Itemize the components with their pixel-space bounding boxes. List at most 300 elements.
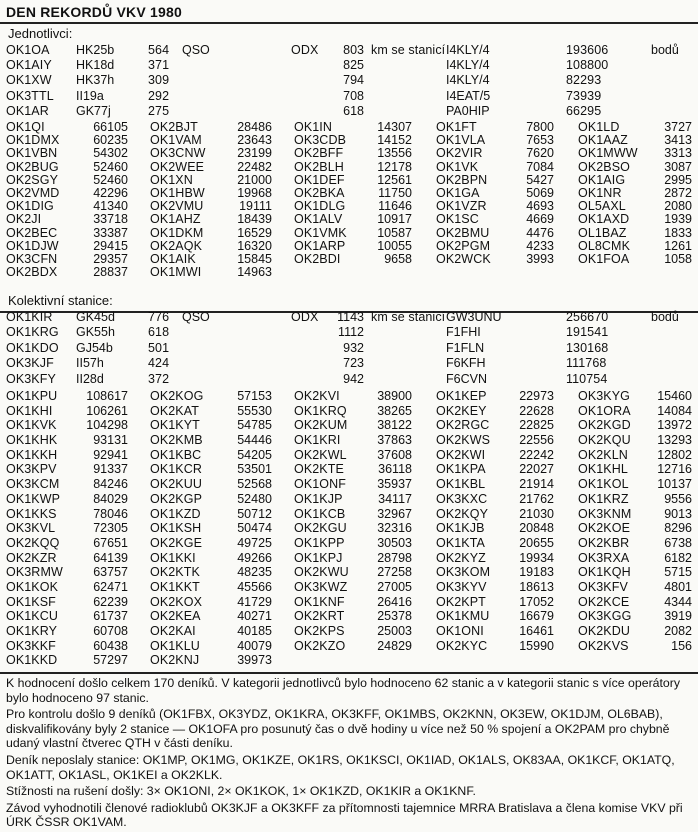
individual-top-cell: 371 (148, 58, 170, 73)
collective-grid-cell: 72305 (93, 521, 128, 536)
collective-grid-cell: OK2KGP (150, 491, 203, 506)
collective-grid-cell: OK1KCU (6, 609, 59, 624)
individual-grid-cell: 4476 (526, 225, 554, 240)
collective-grid-cell: 34117 (378, 491, 412, 506)
individual-top-cell: QSO (182, 43, 210, 57)
note-paragraph: Závod vyhodnotili členové radioklubů OK3KJF a OK3KFF za přítomnosti tajemnice MRRA Bratislava a člena komise VKV při ÚRK ČSSR OK1VAM. (6, 800, 683, 830)
collective-grid-cell: 63757 (93, 565, 128, 580)
collective-grid-cell: OK3KOM (436, 565, 491, 580)
collective-grid-cell: OK1KRY (6, 624, 58, 638)
individual-grid-cell: OK1MWI (150, 265, 202, 280)
collective-grid-cell: OK2KDU (578, 624, 631, 638)
individual-grid-cell: OK3CDB (294, 133, 347, 148)
collective-grid-cell: OK2KQU (578, 433, 631, 448)
individual-grid-cell: 28486 (237, 120, 272, 134)
individual-grid-cell: 66105 (93, 120, 128, 134)
collective-grid-cell: 40079 (237, 638, 272, 653)
individual-grid-cell: 28837 (93, 265, 128, 280)
individual-grid-cell: OL5AXL (578, 199, 626, 214)
final-note (6, 801, 694, 830)
collective-grid-cell: OK1KZD (150, 506, 201, 521)
collective-top-cell: 110754 (566, 371, 608, 386)
collective-grid-cell: OK1KBL (436, 477, 486, 492)
collective-grid-cell: 25378 (377, 609, 412, 624)
collective-grid-cell: OK2KZO (294, 638, 346, 653)
collective-grid-cell: 9556 (664, 491, 692, 506)
individual-grid-cell: 3413 (664, 133, 692, 148)
individual-grid-cell: 42296 (93, 185, 128, 200)
collective-grid-cell: 54205 (237, 447, 272, 462)
individual-top-cell: I4KLY/4 (446, 43, 490, 57)
individual-grid-cell: OL8CMK (578, 238, 631, 253)
collective-grid-cell: OK2KAI (150, 624, 196, 638)
individual-grid-cell: OK1FT (436, 120, 477, 134)
individual-top-cell: HK37h (76, 73, 115, 88)
individual-grid-cell: OK2BJT (150, 120, 198, 134)
collective-grid-cell: 104298 (86, 418, 128, 433)
collective-grid-cell: 20655 (519, 535, 554, 550)
collective-label: Kolektivní stanice: (8, 293, 113, 308)
collective-grid-cell: 21762 (519, 491, 554, 506)
collective-grid-cell: 38122 (377, 418, 412, 433)
collective-grid-cell: 27258 (377, 565, 412, 580)
collective-grid-cell: OK2KYZ (436, 550, 486, 565)
collective-grid-cell: 25003 (377, 624, 412, 638)
collective-grid-cell: 37608 (377, 447, 412, 462)
collective-grid-cell: 54785 (237, 418, 272, 433)
collective-top-cell: 618 (148, 325, 170, 340)
individual-grid-cell: OK2BUG (6, 159, 59, 174)
individual-grid-cell: 23643 (237, 133, 272, 148)
collective-grid-cell: OK1ONF (294, 477, 346, 492)
individual-grid-cell: OK1IN (294, 120, 333, 134)
collective-grid-cell: 12802 (657, 447, 692, 462)
collective-top-cell: 932 (343, 340, 364, 355)
collective-grid-cell: 67651 (93, 535, 128, 550)
collective-grid-cell: OK1KHI (6, 403, 53, 418)
individual-grid-cell: 3993 (526, 251, 554, 266)
individual-grid-cell: OK2WCK (436, 251, 491, 266)
individual-grid-cell: OK2BPN (436, 172, 488, 187)
individual-grid-cell: 52460 (93, 159, 128, 174)
individual-grid-cell: 22482 (237, 159, 272, 174)
collective-top-cell: 372 (148, 371, 170, 386)
collective-grid-cell: OK2KGE (150, 535, 203, 550)
individual-grid-cell: 10055 (377, 238, 412, 253)
individual-grid-cell: OK1AAZ (578, 133, 628, 148)
collective-grid-cell: OK3KYG (578, 389, 631, 403)
collective-top-cell: GK45d (76, 310, 115, 324)
individual-grid-cell: 7620 (526, 146, 554, 161)
collective-grid-cell: 6182 (664, 550, 692, 565)
collective-grid-cell: OK1KVK (6, 418, 57, 433)
collective-top-cell: F1FLN (446, 340, 485, 355)
collective-grid-cell: OK3KNM (578, 506, 632, 521)
individual-grid-cell: OL1BAZ (578, 225, 627, 240)
collective-grid-cell: OK2KOG (150, 389, 204, 403)
collective-grid-cell: OK1KSF (6, 594, 56, 609)
collective-grid-cell: OK3KYV (436, 579, 487, 594)
individual-grid-cell: 21000 (237, 172, 272, 187)
individual-grid-cell: OK1LD (578, 120, 620, 134)
collective-top-cell: 942 (343, 371, 364, 386)
collective-top-cell: 501 (148, 340, 170, 355)
collective-grid-cell: OK2KPS (294, 624, 345, 638)
collective-top-cell: 191541 (566, 325, 609, 340)
collective-grid-cell: OK1KHK (6, 433, 58, 448)
notes-section (6, 676, 694, 832)
collective-grid-cell: OK2KWI (436, 447, 486, 462)
collective-grid-cell: 22628 (519, 403, 554, 418)
individual-grid-cell: OK2WEE (150, 159, 205, 174)
collective-grid-cell: 22242 (519, 447, 554, 462)
individual-grid-cell: 14307 (377, 120, 412, 134)
page-title: DEN REKORDŮ VKV 1980 (6, 4, 182, 20)
individual-grid-cell: OK2PGM (436, 238, 491, 253)
individual-grid-cell: OK1AXD (578, 212, 630, 227)
collective-grid-cell: OK2KEY (436, 403, 487, 418)
collective-grid-cell: OK3KGG (578, 609, 632, 624)
individual-top-cell: OK1AIY (6, 58, 52, 73)
collective-grid-cell: 40271 (237, 609, 272, 624)
individual-top-cell: 564 (148, 43, 170, 57)
individual-grid-cell: OK1VBN (6, 146, 58, 161)
collective-grid-cell: OK2KLN (578, 447, 628, 462)
individual-grid-cell: OK1MWW (578, 146, 638, 161)
individual-top-cell: 309 (148, 73, 170, 88)
collective-grid-cell: OK2KWL (294, 447, 347, 462)
collective-grid-cell: 26416 (377, 594, 412, 609)
collective-grid-cell: OK1KTA (436, 535, 485, 550)
individual-grid-cell: 1939 (664, 212, 692, 227)
collective-grid-cell: OK2KWS (436, 433, 491, 448)
individual-top-cell: PA0HIP (446, 103, 490, 118)
individual-grid-cell: OK2VMU (150, 199, 204, 214)
individual-grid-cell: 23199 (237, 146, 272, 161)
collective-grid-cell: 5715 (664, 565, 692, 580)
collective-grid-cell: 22556 (519, 433, 554, 448)
individual-grid-cell: OK1DLG (294, 199, 346, 214)
collective-top-cell: II28d (76, 371, 104, 386)
collective-grid-cell: 50712 (237, 506, 272, 521)
individual-grid-cell: 7653 (526, 133, 554, 148)
collective-grid-cell: OK1KPA (436, 462, 486, 477)
collective-grid-cell: 84246 (93, 477, 128, 492)
individual-grid-cell: 13556 (377, 146, 412, 161)
collective-grid-cell: 9013 (664, 506, 692, 521)
individual-grid-cell: OK1ALV (294, 212, 343, 227)
collective-grid-cell: OK1KPU (6, 389, 58, 403)
collective-grid-cell: 84029 (93, 491, 128, 506)
individual-grid-cell: OK1VZR (436, 199, 487, 214)
individual-grid-cell: 41340 (93, 199, 128, 214)
collective-grid-cell: OK1KOL (578, 477, 629, 492)
collective-top-cell: F6KFH (446, 356, 486, 371)
collective-grid-cell: OK2KGU (294, 521, 347, 536)
individual-grid-cell: 1261 (664, 238, 692, 253)
individual-grid-cell: 1058 (664, 251, 692, 266)
note-paragraph: Pro kontrolu došlo 9 deníků (OK1FBX, OK3YDZ, OK1KRA, OK3KFF, OK1MBS, OK2KNN, OK3EW, OK1DJM, OL6BAB), diskvalifikovány byly 2 stanice — OK1OFA pro posunutý čas o dvě hodiny u více než 50 % spojení a OK2PAM pro chybně udaný vlastní čtverec QTH v části deníku. (6, 707, 670, 751)
collective-grid-cell: OK2KBR (578, 535, 630, 550)
collective-grid-cell: 17052 (519, 594, 554, 609)
collective-grid-cell: 14084 (657, 403, 692, 418)
collective-grid-cell: 48235 (237, 565, 272, 580)
individual-top-cell: I4KLY/4 (446, 58, 490, 73)
individual-grid-cell: OK1VK (436, 159, 479, 174)
individual-grid-cell: 60235 (93, 133, 128, 148)
individual-top-cell: 618 (343, 103, 364, 118)
individual-top-cell: II19a (76, 88, 104, 103)
collective-grid-cell: 19934 (519, 550, 554, 565)
collective-grid-cell: OK3KPV (6, 462, 57, 477)
collective-grid-cell: 38265 (377, 403, 412, 418)
individual-top-cell: 73939 (566, 88, 602, 103)
individual-grid-cell: OK1AHZ (150, 212, 201, 227)
collective-grid-cell: 28798 (377, 550, 412, 565)
individual-top-cell: ODX (291, 43, 319, 57)
collective-top-cell: GW3UNU (446, 310, 502, 324)
collective-top-cell: OK1KRG (6, 325, 59, 340)
collective-grid-cell: OK1KCB (294, 506, 346, 521)
collective-grid-cell: OK1KRQ (294, 403, 347, 418)
collective-grid-cell: 22973 (519, 389, 554, 403)
collective-grid-cell: 15990 (519, 638, 554, 653)
collective-grid-cell: 57153 (237, 389, 272, 403)
individual-grid-cell: OK2VIR (436, 146, 483, 161)
individual-grid-cell: 1833 (664, 225, 692, 240)
collective-grid-cell: 91337 (93, 462, 128, 477)
individual-grid-cell: 2080 (664, 199, 692, 214)
collective-grid-cell: OK1KKH (6, 447, 58, 462)
individual-top-cell: 275 (148, 103, 170, 118)
collective-top-cell: ODX (291, 310, 319, 324)
individual-top-cell: 708 (343, 88, 364, 103)
collective-top-cell: F1FHI (446, 325, 481, 340)
collective-grid-cell: OK3KVL (6, 521, 56, 536)
collective-grid-cell: OK2KQY (436, 506, 489, 521)
individual-grid-cell: OK2SGY (6, 172, 59, 187)
collective-grid-cell: OK1KJB (436, 521, 485, 536)
collective-top-cell: GJ54b (76, 340, 113, 355)
individual-grid-cell: 3313 (664, 146, 692, 161)
individual-grid-cell: OK1HBW (150, 185, 205, 200)
collective-grid-cell: 6738 (664, 535, 692, 550)
collective-grid-cell: OK1KCR (150, 462, 203, 477)
individual-grid-cell: 29415 (93, 238, 128, 253)
collective-top-cell: 130168 (566, 340, 609, 355)
collective-grid-cell: 27005 (377, 579, 412, 594)
individual-top-cell: GK77j (76, 103, 111, 118)
collective-grid-cell: OK3KKF (6, 638, 56, 653)
individual-grid-cell: OK2BDX (6, 265, 58, 280)
collective-grid-cell: OK2RGC (436, 418, 490, 433)
individual-grid-cell: 14152 (377, 133, 412, 148)
collective-grid-cell: 24829 (377, 638, 412, 653)
individual-grid-cell: OK1XN (150, 172, 193, 187)
collective-grid-cell: OK2KPT (436, 594, 486, 609)
collective-top-cell: 256670 (566, 310, 609, 324)
collective-grid-cell: 37863 (377, 433, 412, 448)
collective-grid-cell: 3919 (664, 609, 692, 624)
individual-top-cell: OK3TTL (6, 88, 54, 103)
collective-grid-cell: OK2KUU (150, 477, 203, 492)
collective-grid-cell: 40185 (237, 624, 272, 638)
collective-top-cell: 424 (148, 356, 170, 371)
individual-grid-cell: OK1QI (6, 120, 45, 134)
individual-top-cell: OK1XW (6, 73, 52, 88)
collective-grid-cell: 15460 (657, 389, 692, 403)
collective-grid-cell: OK1KSH (150, 521, 202, 536)
collective-grid-cell: OK1KKI (150, 550, 196, 565)
collective-grid-cell: 60438 (93, 638, 128, 653)
collective-grid-cell: OK1KEP (436, 389, 487, 403)
collective-grid-cell: 4801 (664, 579, 692, 594)
individual-grid-cell: 54302 (93, 146, 128, 161)
collective-grid-cell: 10137 (657, 477, 692, 492)
collective-grid-cell: 16461 (519, 624, 554, 638)
collective-top-cell: 776 (148, 310, 170, 324)
collective-grid-cell: 13972 (657, 418, 692, 433)
collective-grid-cell: 16679 (519, 609, 554, 624)
collective-grid-cell: 32967 (377, 506, 412, 521)
individual-grid-cell: 2872 (664, 185, 692, 200)
collective-grid-cell: 106261 (86, 403, 128, 418)
collective-grid-cell: 22825 (519, 418, 554, 433)
individual-top-cell: HK18d (76, 58, 115, 73)
individual-grid-cell: OK3CFN (6, 251, 58, 266)
collective-grid-cell: 18613 (519, 579, 554, 594)
individual-grid-cell: OK1ARP (294, 238, 346, 253)
individual-grid-cell: 19968 (237, 185, 272, 200)
individual-grid-cell: OK2VMD (6, 185, 60, 200)
collective-grid-cell: OK1KOK (6, 579, 59, 594)
individual-grid-cell: 29357 (93, 251, 128, 266)
individual-grid-cell: 14963 (237, 265, 272, 280)
individual-grid-cell: 18439 (237, 212, 272, 227)
collective-grid-cell: 45566 (237, 579, 272, 594)
collective-top-cell: km se stanicí (371, 310, 446, 324)
collective-grid-cell: 41729 (237, 594, 272, 609)
collective-grid-cell: 92941 (93, 447, 128, 462)
collective-grid-cell: 22027 (519, 462, 554, 477)
collective-grid-cell: OK1KMU (436, 609, 490, 624)
collective-grid-cell: OK1KHL (578, 462, 628, 477)
collective-grid-cell: 49725 (237, 535, 272, 550)
individual-grid-cell: 5427 (526, 172, 554, 187)
individual-grid-cell: OK1DKM (150, 225, 204, 240)
individual-grid-cell: OK2AQK (150, 238, 203, 253)
collective-grid-cell: OK2KMB (150, 433, 203, 448)
collective-grid-cell: 4344 (664, 594, 692, 609)
collective-grid-cell: OK1KLU (150, 638, 200, 653)
individual-grid-cell: OK1GA (436, 185, 480, 200)
collective-grid-cell: OK3KXC (436, 491, 488, 506)
collective-grid-cell: 61737 (93, 609, 128, 624)
individual-grid-cell: OK1FOA (578, 251, 630, 266)
individual-grid-cell: OK2BMU (436, 225, 490, 240)
individual-top-cell: 193606 (566, 43, 609, 57)
individual-grid-cell: 5069 (526, 185, 554, 200)
collective-grid-cell: 38900 (377, 389, 412, 403)
collective-top-cell: GK55h (76, 325, 115, 340)
collective-grid-cell: OK2KOX (150, 594, 203, 609)
note-paragraph: Stížnosti na rušení došly: 3× OK1ONI, 2× OK1KOK, 1× OK1KZD, OK1KIR a OK1KNF. (6, 784, 476, 799)
collective-grid-cell: OK2KQQ (6, 535, 60, 550)
individual-grid-cell: 19111 (239, 199, 272, 214)
collective-grid-cell: 52568 (237, 477, 272, 492)
individual-grid-cell: OK1DEF (294, 172, 345, 187)
individual-top-cell: 292 (148, 88, 170, 103)
collective-top-cell: QSO (182, 310, 210, 324)
individual-grid-cell: OK1AIK (150, 251, 196, 266)
collective-top-cell: bodů (651, 310, 679, 324)
collective-grid-cell: OK3RXA (578, 550, 630, 565)
collective-top-cell: 723 (343, 356, 364, 371)
individual-grid-cell: 3727 (664, 120, 692, 134)
collective-grid-cell: 21030 (519, 506, 554, 521)
collective-grid-cell: 19183 (519, 565, 554, 580)
collective-grid-cell: 20848 (519, 521, 554, 536)
collective-grid-cell: 62471 (93, 579, 128, 594)
individual-top-cell: 825 (343, 58, 364, 73)
individual-top-cell: km se stanicí (371, 43, 446, 57)
collective-grid-cell: OK1KPJ (294, 550, 343, 565)
individual-grid-cell: 7084 (526, 159, 554, 174)
note-paragraph: K hodnocení došlo celkem 170 deníků. V kategorii jednotlivců bylo hodnoceno 62 stanic a v kategorii stanic s více operátory bylo hodnoceno 97 stanic. (6, 676, 680, 705)
collective-grid-cell: 53501 (237, 462, 272, 477)
collective-grid-cell: OK2KAT (150, 403, 199, 418)
individual-grid-cell: OK2BEC (6, 225, 58, 240)
collective-grid-cell: OK1KKD (6, 653, 58, 668)
collective-grid-cell: 108617 (86, 389, 128, 403)
collective-grid-cell: OK3RMW (6, 565, 63, 580)
collective-grid-cell: 62239 (93, 594, 128, 609)
individual-grid-cell: OK1DIG (6, 199, 54, 214)
collective-grid-cell: OK1KWP (6, 491, 61, 506)
individual-grid-cell: OK1VLA (436, 133, 486, 148)
individual-grid-cell: OK2BLH (294, 159, 344, 174)
individual-grid-cell: OK1DJW (6, 238, 59, 253)
collective-grid-cell: OK1KRI (294, 433, 341, 448)
individual-top-cell: 803 (343, 43, 364, 57)
collective-grid-cell: OK1KKT (150, 579, 200, 594)
collective-grid-cell: 35937 (377, 477, 412, 492)
collective-grid-cell: OK3KFV (578, 579, 628, 594)
collective-grid-cell: 30503 (377, 535, 412, 550)
individual-top-cell: I4EAT/5 (446, 88, 491, 103)
collective-grid-cell: OK1ORA (578, 403, 631, 418)
individual-top-cell: HK25b (76, 43, 115, 57)
individual-grid-cell: 16529 (237, 225, 272, 240)
collective-grid-cell: 2082 (664, 624, 692, 638)
collective-grid-cell: OK2KEA (150, 609, 201, 624)
individual-grid-cell: 4693 (526, 199, 554, 214)
collective-grid-cell: OK1KPP (294, 535, 345, 550)
collective-grid-cell: 78046 (93, 506, 128, 521)
collective-grid-cell: OK1KJP (294, 491, 343, 506)
collective-grid-cell: 21914 (519, 477, 554, 492)
collective-grid-cell: OK1KQH (578, 565, 631, 580)
collective-grid-cell: 55530 (237, 403, 272, 418)
collective-grid-cell: 12716 (657, 462, 692, 477)
individual-grid-cell: 4669 (526, 212, 554, 227)
individual-grid-cell: 16320 (237, 238, 272, 253)
individual-grid-cell: 12178 (377, 159, 412, 174)
collective-grid-cell: 64139 (93, 550, 128, 565)
collective-top-cell: OK3KFY (6, 371, 56, 386)
collective-grid-cell: 32316 (377, 521, 412, 536)
individual-grid-cell: OK2BDI (294, 251, 341, 266)
